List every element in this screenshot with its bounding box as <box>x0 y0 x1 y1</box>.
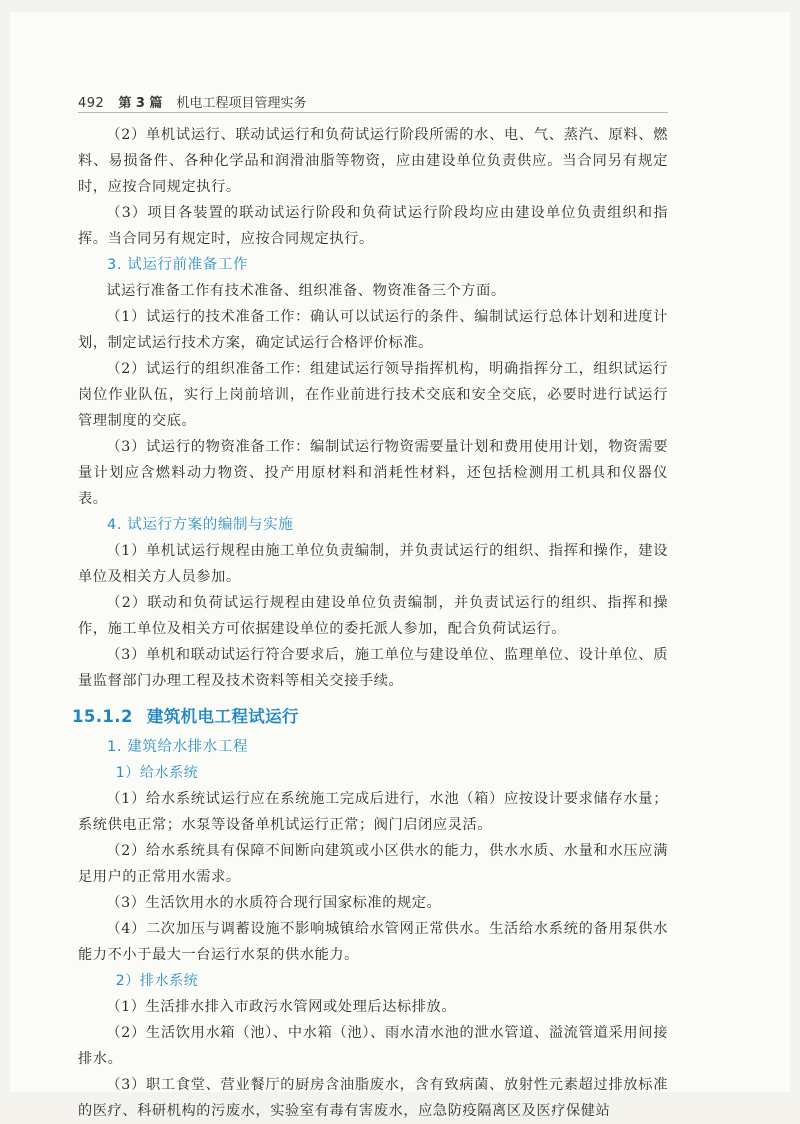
paragraph: （2）联动和负荷试运行规程由建设单位负责编制，并负责试运行的组织、指挥和操作，施工单位及相关方可依据建设单位的委托派人参加，配合负荷试运行。 <box>78 595 668 637</box>
paragraph: （3）项目各装置的联动试运行阶段和负荷试运行阶段均应由建设单位负责组织和指挥。当合同另有规定时，应按合同规定执行。 <box>78 205 668 247</box>
heading-water: 1. 建筑给水排水工程 <box>107 739 249 755</box>
book-page <box>10 12 790 1119</box>
page-body <box>72 122 668 1124</box>
heading-prep: 3. 试运行前准备工作 <box>107 257 249 273</box>
part-title: 机电工程项目管理实务 <box>176 96 307 111</box>
paragraph: （3）单机和联动试运行符合要求后，施工单位与建设单位、监理单位、设计单位、质量监督部门办理工程及技术资料等相关交接手续。 <box>78 647 668 689</box>
part-label: 第 3 篇 <box>118 96 163 111</box>
paragraph: 试运行准备工作有技术准备、组织准备、物资准备三个方面。 <box>106 283 506 299</box>
paragraph: （2）生活饮用水箱（池）、中水箱（池）、雨水清水池的泄水管道、溢流管道采用间接排水。 <box>78 1025 668 1067</box>
page-number: 492 <box>78 96 105 111</box>
section-heading <box>72 704 668 730</box>
paragraph: （4）二次加压与调蓄设施不影响城镇给水管网正常供水。生活给水系统的备用泵供水能力不小于最大一台运行水泵的供水能力。 <box>78 921 668 963</box>
paragraph: （3）职工食堂、营业餐厅的厨房含油脂废水，含有致病菌、放射性元素超过排放标准的医疗、科研机构的污废水，实验室有毒有害废水，应急防疫隔离区及医疗保健站 <box>78 1077 668 1119</box>
header-divider <box>78 112 668 113</box>
section-title: 建筑机电工程试运行 <box>146 707 299 726</box>
heading-supply: 1）给水系统 <box>115 765 199 781</box>
heading-plan: 4. 试运行方案的编制与实施 <box>107 517 294 533</box>
heading-drain: 2）排水系统 <box>115 973 199 989</box>
section-number: 15.1.2 <box>72 707 133 726</box>
paragraph: （1）给水系统试运行应在系统施工完成后进行，水池（箱）应按设计要求储存水量；系统供电正常；水泵等设备单机试运行正常；阀门启闭应灵活。 <box>78 791 668 833</box>
paragraph: （2）试运行的组织准备工作：组建试运行领导指挥机构，明确指挥分工，组织试运行岗位作业队伍，实行上岗前培训，在作业前进行技术交底和安全交底，必要时进行试运行管理制度的交底。 <box>78 361 668 429</box>
paragraph: （3）生活饮用水的水质符合现行国家标准的规定。 <box>106 895 442 911</box>
running-header <box>78 92 668 111</box>
paragraph: （3）试运行的物资准备工作：编制试运行物资需要量计划和费用使用计划，物资需要量计划应含燃料动力物资、投产用原材料和消耗性材料，还包括检测用工机具和仪器仪表。 <box>78 439 668 507</box>
paragraph: （1）单机试运行规程由施工单位负责编制，并负责试运行的组织、指挥和操作，建设单位及相关方人员参加。 <box>78 543 668 585</box>
paragraph: （1）试运行的技术准备工作：确认可以试运行的条件、编制试运行总体计划和进度计划，制定试运行技术方案，确定试运行合格评价标准。 <box>78 309 668 351</box>
paragraph: （1）生活排水排入市政污水管网或处理后达标排放。 <box>106 999 457 1015</box>
paragraph: （2）给水系统具有保障不间断向建筑或小区供水的能力，供水水质、水量和水压应满足用户的正常用水需求。 <box>78 843 668 885</box>
paragraph: （2）单机试运行、联动试运行和负荷试运行阶段所需的水、电、气、蒸汽、原料、燃料、易损备件、各种化学品和润滑油脂等物资，应由建设单位负责供应。当合同另有规定时，应按合同规定执行。 <box>78 127 668 195</box>
